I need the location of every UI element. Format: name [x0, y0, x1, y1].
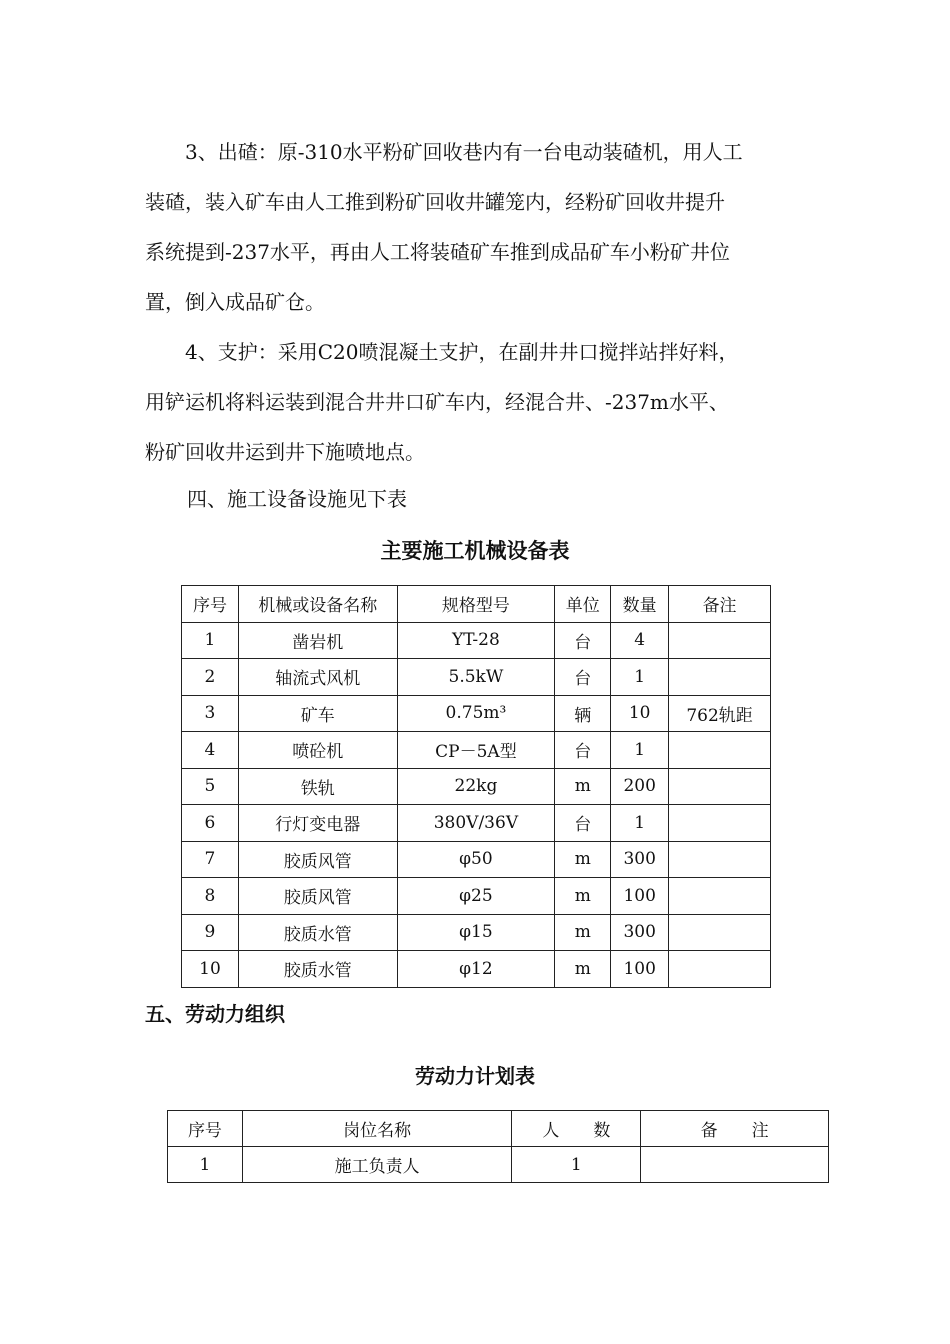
equipment-table-cell: 100: [611, 878, 669, 915]
equipment-table-cell: 矿车: [238, 695, 397, 732]
section-4-heading: 四、施工设备设施见下表: [187, 487, 407, 511]
equipment-table-cell: [669, 841, 771, 878]
equipment-table-cell: 9: [182, 914, 239, 951]
equipment-table-cell: φ50: [397, 841, 555, 878]
paragraph-4-line-2: 用铲运机将料运装到混合井井口矿车内，经混合井、-237m水平、: [145, 390, 729, 414]
equipment-table-cell: 5.5kW: [397, 659, 555, 696]
table-row: [182, 805, 771, 842]
labor-table-cell: [641, 1147, 829, 1183]
equipment-table-cell: 辆: [555, 695, 611, 732]
section-5-heading: 五、劳动力组织: [145, 1002, 285, 1026]
equipment-table-cell: 1: [182, 622, 239, 659]
equipment-table-cell: 0.75m³: [397, 695, 555, 732]
equipment-table-cell: 380V/36V: [397, 805, 555, 842]
equipment-table-cell: CP－5A型: [397, 732, 555, 769]
equipment-table-cell: 6: [182, 805, 239, 842]
equipment-table-cell: [669, 914, 771, 951]
table-row: [182, 732, 771, 769]
labor-table-header-cell: 岗位名称: [242, 1111, 512, 1147]
equipment-table-cell: 300: [611, 841, 669, 878]
equipment-table-cell: 22kg: [397, 768, 555, 805]
equipment-table-cell: 5: [182, 768, 239, 805]
equipment-table-cell: m: [555, 841, 611, 878]
equipment-table-header-cell: 机械或设备名称: [238, 586, 397, 623]
equipment-table-cell: 胶质风管: [238, 878, 397, 915]
equipment-table-cell: 轴流式风机: [238, 659, 397, 696]
labor-table-cell: 1: [168, 1147, 243, 1183]
paragraph-3: [145, 127, 810, 327]
paragraph-3-line-2: 装碴，装入矿车由人工推到粉矿回收井罐笼内，经粉矿回收井提升: [145, 190, 725, 214]
paragraph-3-line-4: 置，倒入成品矿仓。: [145, 290, 325, 314]
labor-table-header-cell: 序号: [168, 1111, 243, 1147]
equipment-table-cell: 10: [611, 695, 669, 732]
equipment-table-cell: 台: [555, 805, 611, 842]
equipment-table-cell: 300: [611, 914, 669, 951]
equipment-table-cell: 台: [555, 732, 611, 769]
equipment-table-cell: 7: [182, 841, 239, 878]
paragraph-3-line-1: 3、出碴：原-310水平粉矿回收巷内有一台电动装碴机，用人工: [185, 140, 743, 164]
equipment-table-cell: 1: [611, 659, 669, 696]
equipment-table-title: 主要施工机械设备表: [380, 539, 570, 563]
paragraph-4-line-1: 4、支护：采用C20喷混凝土支护，在副井井口搅拌站拌好料，: [185, 340, 739, 364]
equipment-table-cell: 铁轨: [238, 768, 397, 805]
equipment-table-cell: [669, 732, 771, 769]
equipment-table-cell: 胶质水管: [238, 914, 397, 951]
labor-table-cell: 1: [512, 1147, 641, 1183]
equipment-table-cell: YT-28: [397, 622, 555, 659]
equipment-table-header-cell: 单位: [555, 586, 611, 623]
labor-table-cell: 施工负责人: [242, 1147, 512, 1183]
equipment-table-cell: 行灯变电器: [238, 805, 397, 842]
equipment-table-header-cell: 备注: [669, 586, 771, 623]
equipment-table-cell: 200: [611, 768, 669, 805]
equipment-table-cell: 2: [182, 659, 239, 696]
table-row: [182, 951, 771, 988]
equipment-table-cell: 10: [182, 951, 239, 988]
paragraph-3-line-3: 系统提到-237水平，再由人工将装碴矿车推到成品矿车小粉矿井位: [145, 240, 730, 264]
equipment-table-cell: 台: [555, 659, 611, 696]
equipment-table-cell: 4: [182, 732, 239, 769]
table-row: [182, 841, 771, 878]
equipment-table-header-cell: 数量: [611, 586, 669, 623]
equipment-table-cell: m: [555, 878, 611, 915]
paragraph-4-line-3: 粉矿回收井运到井下施喷地点。: [145, 440, 425, 464]
equipment-table-cell: m: [555, 951, 611, 988]
equipment-table-cell: [669, 878, 771, 915]
equipment-table-cell: [669, 659, 771, 696]
equipment-table-cell: [669, 951, 771, 988]
labor-table-title: 劳动力计划表: [415, 1064, 535, 1088]
table-row: [182, 695, 771, 732]
equipment-table-cell: φ25: [397, 878, 555, 915]
equipment-table-header-cell: 序号: [182, 586, 239, 623]
equipment-table-cell: 胶质风管: [238, 841, 397, 878]
labor-table: [167, 1110, 829, 1183]
equipment-table-cell: 台: [555, 622, 611, 659]
table-row: [182, 622, 771, 659]
equipment-table-header-cell: 规格型号: [397, 586, 555, 623]
equipment-table-cell: [669, 805, 771, 842]
equipment-table-cell: φ15: [397, 914, 555, 951]
equipment-table-cell: 762轨距: [669, 695, 771, 732]
equipment-table-cell: 4: [611, 622, 669, 659]
table-header-row: [182, 586, 771, 623]
equipment-table-cell: 1: [611, 805, 669, 842]
equipment-table-cell: 喷砼机: [238, 732, 397, 769]
equipment-table-cell: 3: [182, 695, 239, 732]
equipment-table-cell: m: [555, 914, 611, 951]
equipment-table-cell: 8: [182, 878, 239, 915]
table-row: [182, 878, 771, 915]
table-row: [182, 768, 771, 805]
labor-table-header-cell: 备 注: [641, 1111, 829, 1147]
paragraph-4: [145, 327, 810, 477]
equipment-table-cell: φ12: [397, 951, 555, 988]
table-row: [168, 1147, 829, 1183]
equipment-table: [181, 585, 771, 988]
equipment-table-cell: m: [555, 768, 611, 805]
table-row: [182, 659, 771, 696]
equipment-table-cell: 胶质水管: [238, 951, 397, 988]
equipment-table-cell: 凿岩机: [238, 622, 397, 659]
labor-table-header-cell: 人 数: [512, 1111, 641, 1147]
equipment-table-cell: [669, 768, 771, 805]
equipment-table-cell: [669, 622, 771, 659]
table-header-row: [168, 1111, 829, 1147]
table-row: [182, 914, 771, 951]
equipment-table-cell: 100: [611, 951, 669, 988]
equipment-table-cell: 1: [611, 732, 669, 769]
